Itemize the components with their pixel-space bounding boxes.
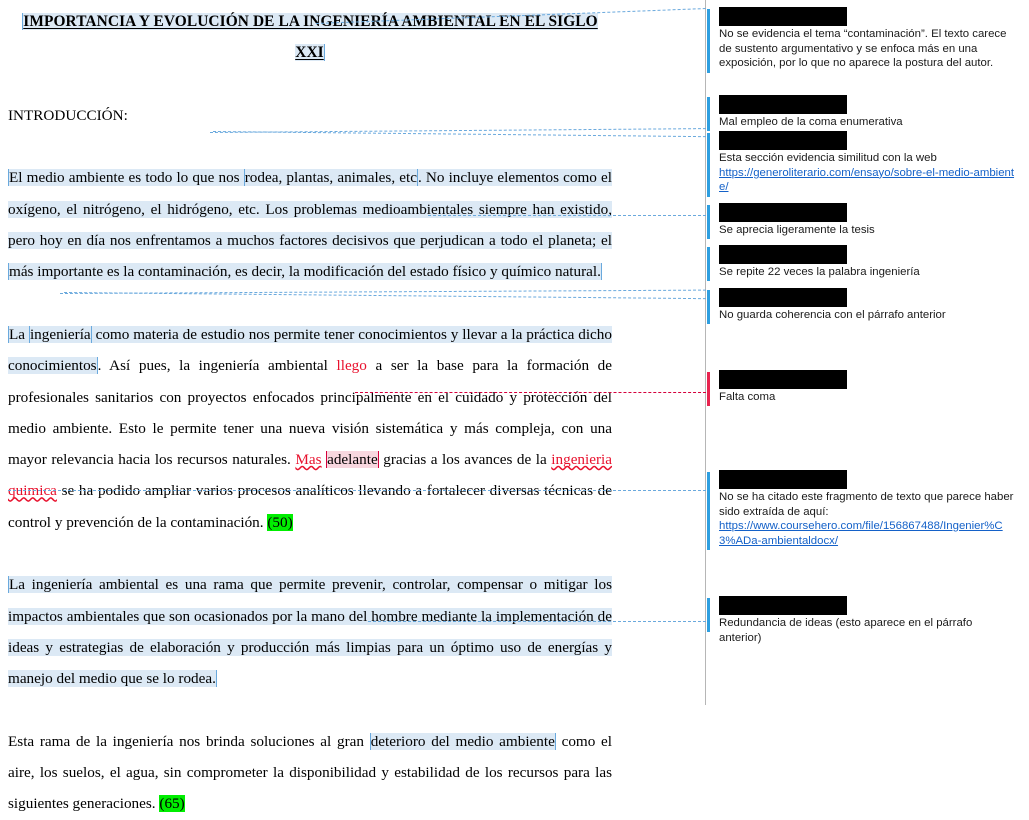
p4-green-count-badge: (65): [159, 795, 185, 813]
comment-card[interactable]: [706, 245, 1024, 280]
comment-text: Se aprecia ligeramente la tesis: [719, 224, 875, 236]
comment-text: Redundancia de ideas (esto aparece en el párrafo anterior): [719, 617, 973, 644]
p2-run-14: se ha podido ampliar varios procesos analíticos llevando a fortalecer diversas técnicas de control y prevención de la contaminación.: [8, 482, 612, 531]
p2-green-count-badge: (50): [267, 513, 293, 531]
comment-source-link[interactable]: https://www.coursehero.com/file/156867488/Ingenier%C3%ADa-ambientaldocx/: [719, 520, 1003, 547]
p2-misspelled-ingenieria: ingenieria: [551, 451, 613, 469]
comment-card[interactable]: [706, 596, 1024, 645]
comment-card[interactable]: [706, 370, 1024, 405]
p1-run-2: rodea, plantas, animales, etc: [244, 169, 417, 187]
comment-author-redaction-bar: [719, 288, 847, 307]
comment-accent-bar: [707, 133, 710, 197]
page-title: [8, 6, 612, 69]
p2-run-3: como materia de estudio nos permite tener conocimientos y llevar a la práctica dicho conocimientos: [8, 325, 612, 375]
paragraph-4: [8, 726, 612, 820]
comment-text: No se evidencia el tema “contaminación”. El texto carece de sustento argumentativo y se enfoca más en una exposición, por lo que no aparece la postura del autor.: [719, 28, 1007, 70]
comment-author-redaction-bar: [719, 245, 847, 264]
comment-accent-bar: [707, 372, 710, 406]
p4-run-3: como el aire, los suelos, el agua, sin comprometer la disponibilidad y estabilidad de los recursos para las siguientes generaciones.: [8, 732, 613, 813]
comment-card[interactable]: [706, 7, 1024, 71]
comment-author-redaction-bar: [719, 95, 847, 114]
p2-misspelled-quimica: quimica: [8, 482, 57, 500]
comment-accent-bar: [707, 290, 710, 324]
comment-accent-bar: [707, 97, 710, 131]
p3-run-1: La ingeniería ambiental es una rama que permite prevenir, controlar, compensar o mitigar los impactos ambientales que son ocasionados por la mano del hombre mediante la implementación de ideas y estrategias de elaboración y producción más limpias para un óptimo uso de energías y manejo del medio que se lo rodea.: [8, 576, 612, 688]
comments-pane[interactable]: [706, 0, 1029, 705]
p1-run-1: El medio ambiente es todo lo que nos: [9, 169, 244, 187]
comment-accent-bar: [707, 9, 710, 73]
paragraph-1: [8, 162, 612, 287]
comment-card[interactable]: [706, 95, 1024, 130]
paragraph-3: [8, 569, 612, 694]
comment-text: No se ha citado este fragmento de texto que parece haber sido extraída de aquí:: [719, 491, 1014, 518]
document-body[interactable]: [8, 6, 612, 820]
paragraph-2: [8, 319, 612, 538]
comment-accent-bar: [707, 472, 710, 550]
spacer-2: [8, 131, 612, 162]
spacer-1: [8, 69, 612, 100]
page-title-line-2: XXI: [295, 44, 324, 62]
p2-run-1: La: [9, 325, 29, 343]
page-title-line-1: IMPORTANCIA Y EVOLUCIÓN DE LA INGENIERÍA AMBIENTAL EN EL SIGLO: [23, 13, 598, 30]
p2-run-10: gracias a los avances de la: [378, 451, 552, 469]
p2-misspelled-mas: Mas: [295, 451, 322, 469]
comment-author-redaction-bar: [719, 370, 847, 389]
section-heading-introduccion: INTRODUCCIÓN:: [8, 106, 128, 124]
spacer-4: [8, 538, 612, 569]
comment-source-link[interactable]: https://generoliterario.com/ensayo/sobre-el-medio-ambiente/: [719, 166, 1015, 194]
comment-card[interactable]: [706, 203, 1024, 238]
comment-accent-bar: [707, 598, 710, 632]
p1-run-4: más importante es la contaminación, es decir, la modificación del estado físico y químico natural.: [9, 263, 601, 281]
p2-run-2: ingeniería: [29, 325, 91, 343]
comment-author-redaction-bar: [719, 203, 847, 222]
comment-accent-bar: [707, 205, 710, 239]
p1-run-3: . No incluye elementos como el oxígeno, el nitrógeno, el hidrógeno, etc. Los problemas medioambientales siempre han existido, pero hoy en día nos enfrentamos a muchos factores decisivos que perjudican a todo el planeta; el: [8, 169, 612, 250]
p2-pink-highlight-adelante: adelante: [327, 451, 378, 469]
p4-run-1: Esta rama de la ingeniería nos brinda soluciones al gran: [8, 732, 370, 750]
comment-text: Mal empleo de la coma enumerativa: [719, 116, 903, 128]
comment-author-redaction-bar: [719, 596, 847, 615]
p2-inserted-word: llego: [336, 357, 367, 375]
comment-author-redaction-bar: [719, 7, 847, 26]
comment-card[interactable]: [706, 131, 1024, 195]
p4-highlighted-phrase: deterioro del medio ambiente: [370, 732, 555, 750]
comment-author-redaction-bar: [719, 470, 847, 489]
spacer-3: [8, 288, 612, 319]
p2-run-6: a ser la base para la formación de profesionales sanitarios con proyectos enfocados principalmente en el cuidado y protección del medio ambiente. Esto le permite tener una nueva visión sistemática y más compleja, con una mayor relevancia hacia los recursos naturales.: [8, 357, 612, 469]
comment-text: Se repite 22 veces la palabra ingeniería: [719, 266, 920, 278]
p2-run-4: . Así pues, la ingeniería ambiental: [97, 357, 337, 375]
comment-card[interactable]: [706, 470, 1024, 548]
comment-card[interactable]: [706, 288, 1024, 323]
comment-text: Falta coma: [719, 391, 776, 403]
spacer-5: [8, 695, 612, 726]
comment-text: No guarda coherencia con el párrafo anterior: [719, 309, 946, 321]
comment-accent-bar: [707, 247, 710, 281]
comment-text: Esta sección evidencia similitud con la web: [719, 152, 937, 164]
comment-author-redaction-bar: [719, 131, 847, 150]
